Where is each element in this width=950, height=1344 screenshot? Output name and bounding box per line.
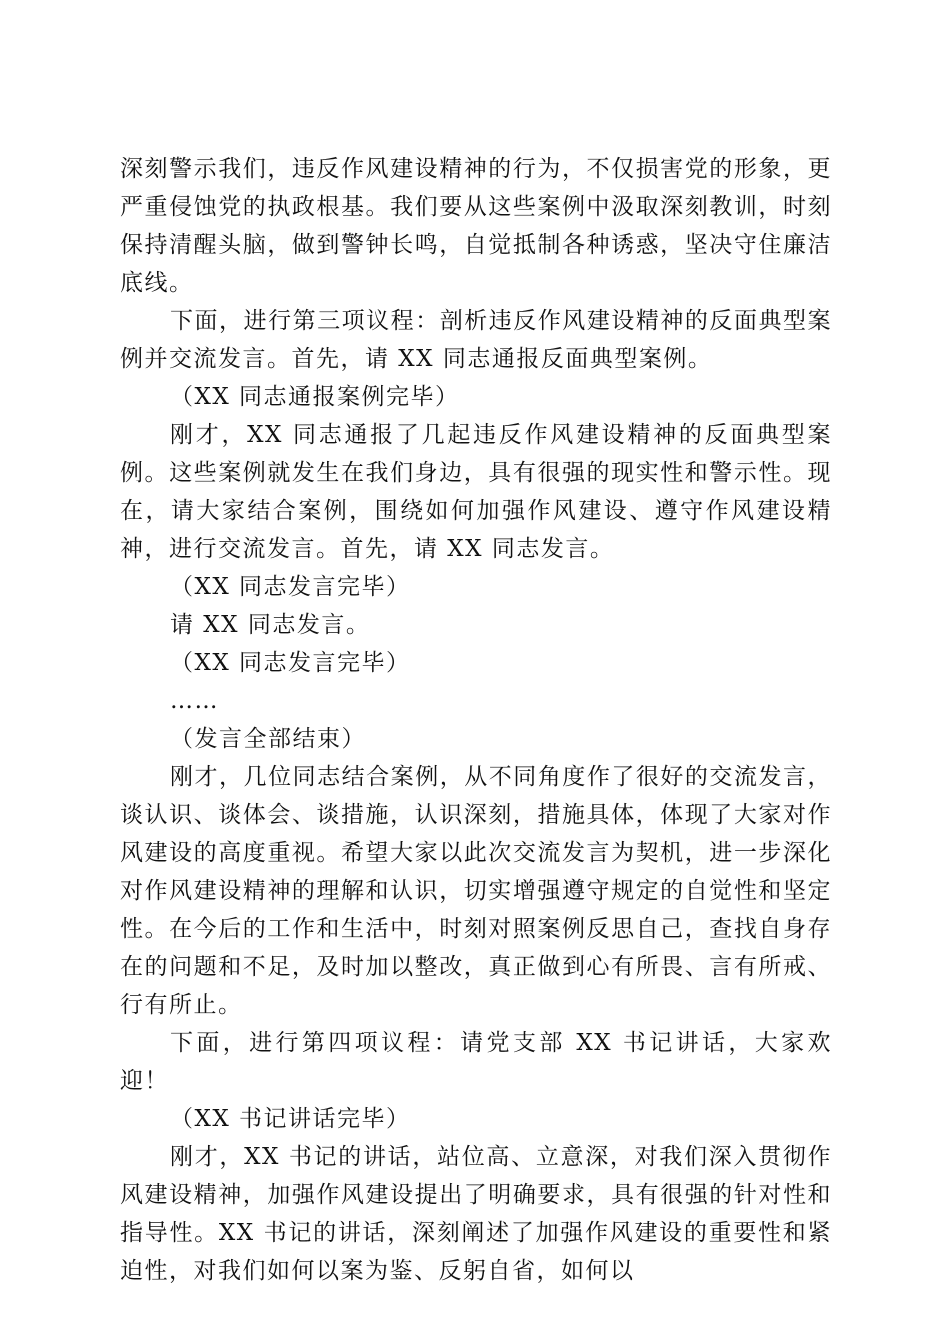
paragraph-case-summary: 刚才，XX 同志通报了几起违反作风建设精神的反面典型案例。这些案例就发生在我们身边，具有很强的现实性和警示性。现在，请大家结合案例，围绕如何加强作风建设、遵守作风建设精神，进行交流发言。首先，请 XX 同志发言。 [120,422,832,562]
paragraph-agenda-three: 下面，进行第三项议程：剖析违反作风建设精神的反面典型案例并交流发言。首先，请 XX 同志通报反面典型案例。 [120,308,832,372]
paragraph-ellipsis: …… [170,688,219,714]
paragraph-note: （XX 同志发言完毕） [170,574,411,600]
document-body [120,150,832,1290]
paragraph-note: （发言全部结束） [170,726,366,752]
paragraph-discussion-summary: 刚才，几位同志结合案例，从不同角度作了很好的交流发言，谈认识、谈体会、谈措施，认识深刻，措施具体，体现了大家对作风建设的高度重视。希望大家以此次交流发言为契机，进一步深化对作风建设精神的理解和认识，切实增强遵守规定的自觉性和坚定性。在今后的工作和生活中，时刻对照案例反思自己，查找自身存在的问题和不足，及时加以整改，真正做到心有所畏、言有所戒、行有所止。 [120,764,832,1018]
paragraph-note: （XX 同志发言完毕） [170,650,411,676]
paragraph-speech-summary: 刚才，XX 书记的讲话，站位高、立意深，对我们深入贯彻作风建设精神，加强作风建设提出了明确要求，具有很强的针对性和指导性。XX 书记的讲话，深刻阐述了加强作风建设的重要性和紧迫性，对我们如何以案为鉴、反躬自省，如何以 [120,1144,832,1284]
paragraph-invite-speaker: 请 XX 同志发言。 [170,612,371,638]
paragraph-note: （XX 同志通报案例完毕） [170,384,460,410]
paragraph-agenda-four: 下面，进行第四项议程：请党支部 XX 书记讲话，大家欢迎！ [120,1030,832,1094]
paragraph-note: （XX 书记讲话完毕） [170,1106,411,1132]
paragraph-continuation: 深刻警示我们，违反作风建设精神的行为，不仅损害党的形象，更严重侵蚀党的执政根基。我们要从这些案例中汲取深刻教训，时刻保持清醒头脑，做到警钟长鸣，自觉抵制各种诱惑，坚决守住廉洁底线。 [120,156,832,296]
